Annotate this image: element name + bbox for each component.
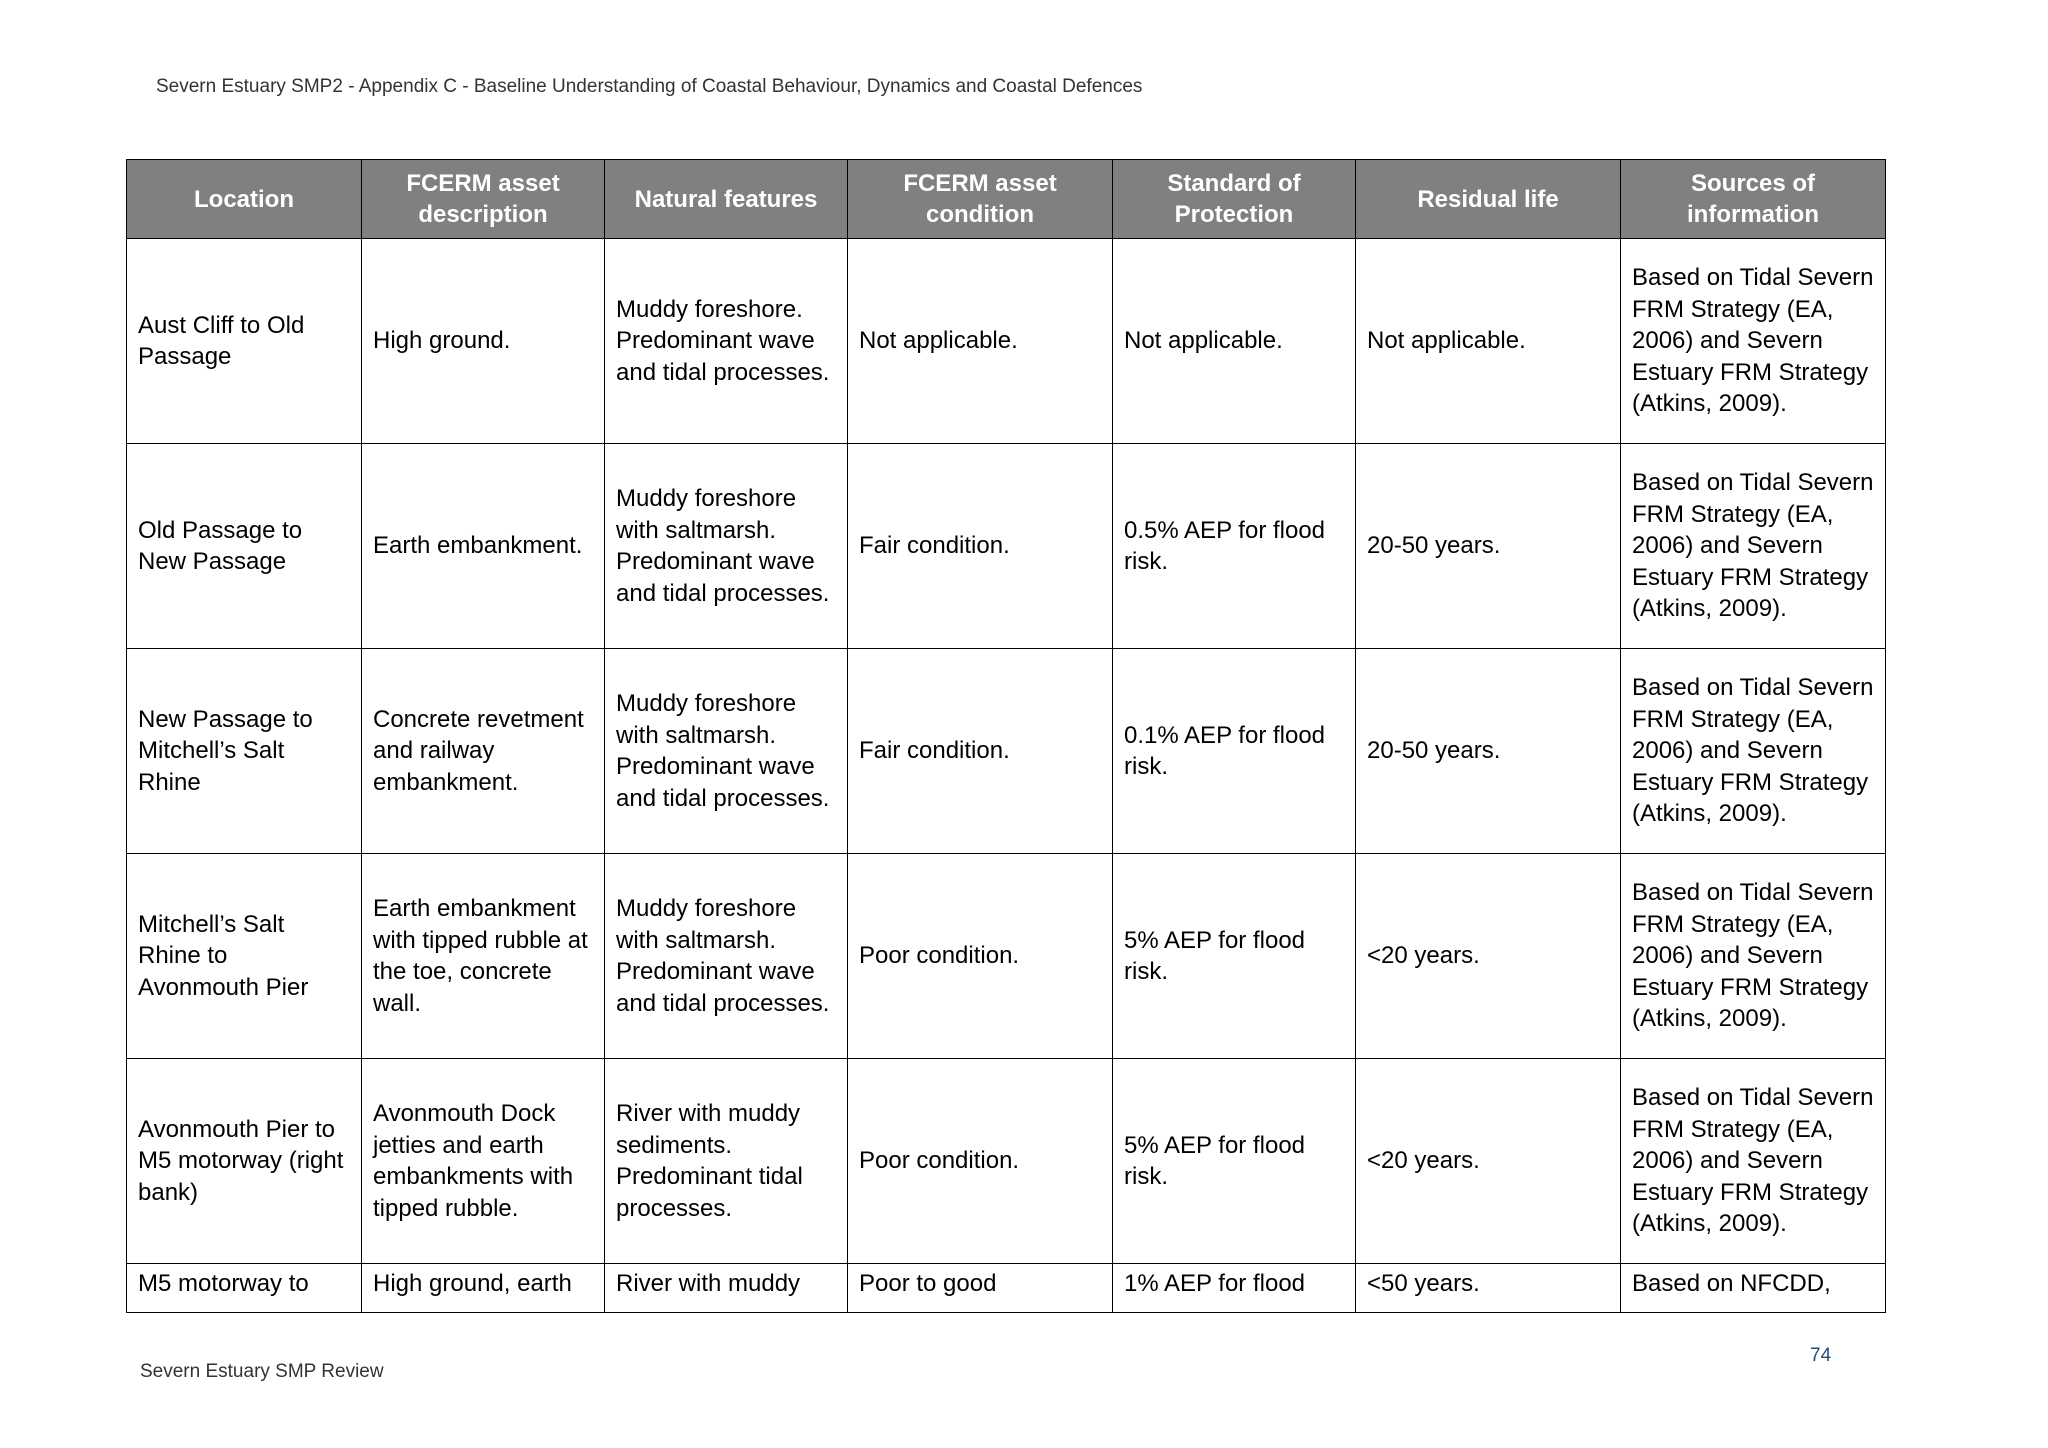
table-row xyxy=(127,239,1886,444)
cell-location: Mitchell’s Salt Rhine to Avonmouth Pier xyxy=(127,854,362,1059)
cell-sources: Based on Tidal Severn FRM Strategy (EA, 2006) and Severn Estuary FRM Strategy (Atkins, 2009). xyxy=(1621,854,1886,1059)
cell-natural-features: Muddy foreshore with saltmarsh. Predominant wave and tidal processes. xyxy=(605,649,848,854)
cell-standard-of-protection: 5% AEP for flood risk. xyxy=(1113,854,1356,1059)
cell-asset-description: Earth embankment with tipped rubble at the toe, concrete wall. xyxy=(362,854,605,1059)
cell-residual-life: <20 years. xyxy=(1356,1059,1621,1264)
cell-natural-features: Muddy foreshore with saltmarsh. Predominant wave and tidal processes. xyxy=(605,854,848,1059)
cell-residual-life: <20 years. xyxy=(1356,854,1621,1059)
cell-asset-condition: Not applicable. xyxy=(848,239,1113,444)
table-row xyxy=(127,649,1886,854)
cell-asset-condition: Poor condition. xyxy=(848,854,1113,1059)
cell-residual-life: 20-50 years. xyxy=(1356,649,1621,854)
cell-natural-features: Muddy foreshore with saltmarsh. Predominant wave and tidal processes. xyxy=(605,444,848,649)
cell-standard-of-protection: Not applicable. xyxy=(1113,239,1356,444)
cell-standard-of-protection: 0.5% AEP for flood risk. xyxy=(1113,444,1356,649)
column-header-sources: Sources of information xyxy=(1621,160,1886,239)
column-header-standard-of-protection: Standard of Protection xyxy=(1113,160,1356,239)
cell-standard-of-protection: 0.1% AEP for flood risk. xyxy=(1113,649,1356,854)
cell-asset-description: High ground, earth xyxy=(362,1264,605,1313)
cell-residual-life: 20-50 years. xyxy=(1356,444,1621,649)
cell-location: Aust Cliff to Old Passage xyxy=(127,239,362,444)
cell-asset-condition: Poor condition. xyxy=(848,1059,1113,1264)
cell-natural-features: River with muddy xyxy=(605,1264,848,1313)
column-header-residual-life: Residual life xyxy=(1356,160,1621,239)
baseline-table xyxy=(126,159,1886,1313)
column-header-location: Location xyxy=(127,160,362,239)
cell-asset-description: High ground. xyxy=(362,239,605,444)
cell-residual-life: Not applicable. xyxy=(1356,239,1621,444)
cell-asset-description: Avonmouth Dock jetties and earth embankments with tipped rubble. xyxy=(362,1059,605,1264)
cell-sources: Based on Tidal Severn FRM Strategy (EA, 2006) and Severn Estuary FRM Strategy (Atkins, 2009). xyxy=(1621,1059,1886,1264)
cell-sources: Based on NFCDD, xyxy=(1621,1264,1886,1313)
cell-asset-condition: Fair condition. xyxy=(848,444,1113,649)
column-header-asset-condition: FCERM asset condition xyxy=(848,160,1113,239)
cell-sources: Based on Tidal Severn FRM Strategy (EA, 2006) and Severn Estuary FRM Strategy (Atkins, 2009). xyxy=(1621,239,1886,444)
cell-asset-condition: Fair condition. xyxy=(848,649,1113,854)
cell-sources: Based on Tidal Severn FRM Strategy (EA, 2006) and Severn Estuary FRM Strategy (Atkins, 2009). xyxy=(1621,444,1886,649)
table-row xyxy=(127,444,1886,649)
cell-location: New Passage to Mitchell’s Salt Rhine xyxy=(127,649,362,854)
cell-location: Avonmouth Pier to M5 motorway (right bank) xyxy=(127,1059,362,1264)
cell-natural-features: River with muddy sediments. Predominant tidal processes. xyxy=(605,1059,848,1264)
cell-standard-of-protection: 5% AEP for flood risk. xyxy=(1113,1059,1356,1264)
cell-asset-description: Concrete revetment and railway embankment. xyxy=(362,649,605,854)
cell-location: M5 motorway to xyxy=(127,1264,362,1313)
table-row xyxy=(127,1059,1886,1264)
column-header-natural-features: Natural features xyxy=(605,160,848,239)
cell-residual-life: <50 years. xyxy=(1356,1264,1621,1313)
table-header-row xyxy=(127,160,1886,239)
page-number: 74 xyxy=(1810,1345,1832,1366)
column-header-asset-description: FCERM asset description xyxy=(362,160,605,239)
running-header: Severn Estuary SMP2 - Appendix C - Baseline Understanding of Coastal Behaviour, Dynamics and Coastal Defences xyxy=(156,76,1143,97)
cell-sources: Based on Tidal Severn FRM Strategy (EA, 2006) and Severn Estuary FRM Strategy (Atkins, 2009). xyxy=(1621,649,1886,854)
table-row xyxy=(127,854,1886,1059)
cell-asset-condition: Poor to good xyxy=(848,1264,1113,1313)
table-row xyxy=(127,1264,1886,1313)
running-footer: Severn Estuary SMP Review xyxy=(140,1361,384,1382)
cell-location: Old Passage to New Passage xyxy=(127,444,362,649)
cell-natural-features: Muddy foreshore. Predominant wave and tidal processes. xyxy=(605,239,848,444)
cell-asset-description: Earth embankment. xyxy=(362,444,605,649)
cell-standard-of-protection: 1% AEP for flood xyxy=(1113,1264,1356,1313)
